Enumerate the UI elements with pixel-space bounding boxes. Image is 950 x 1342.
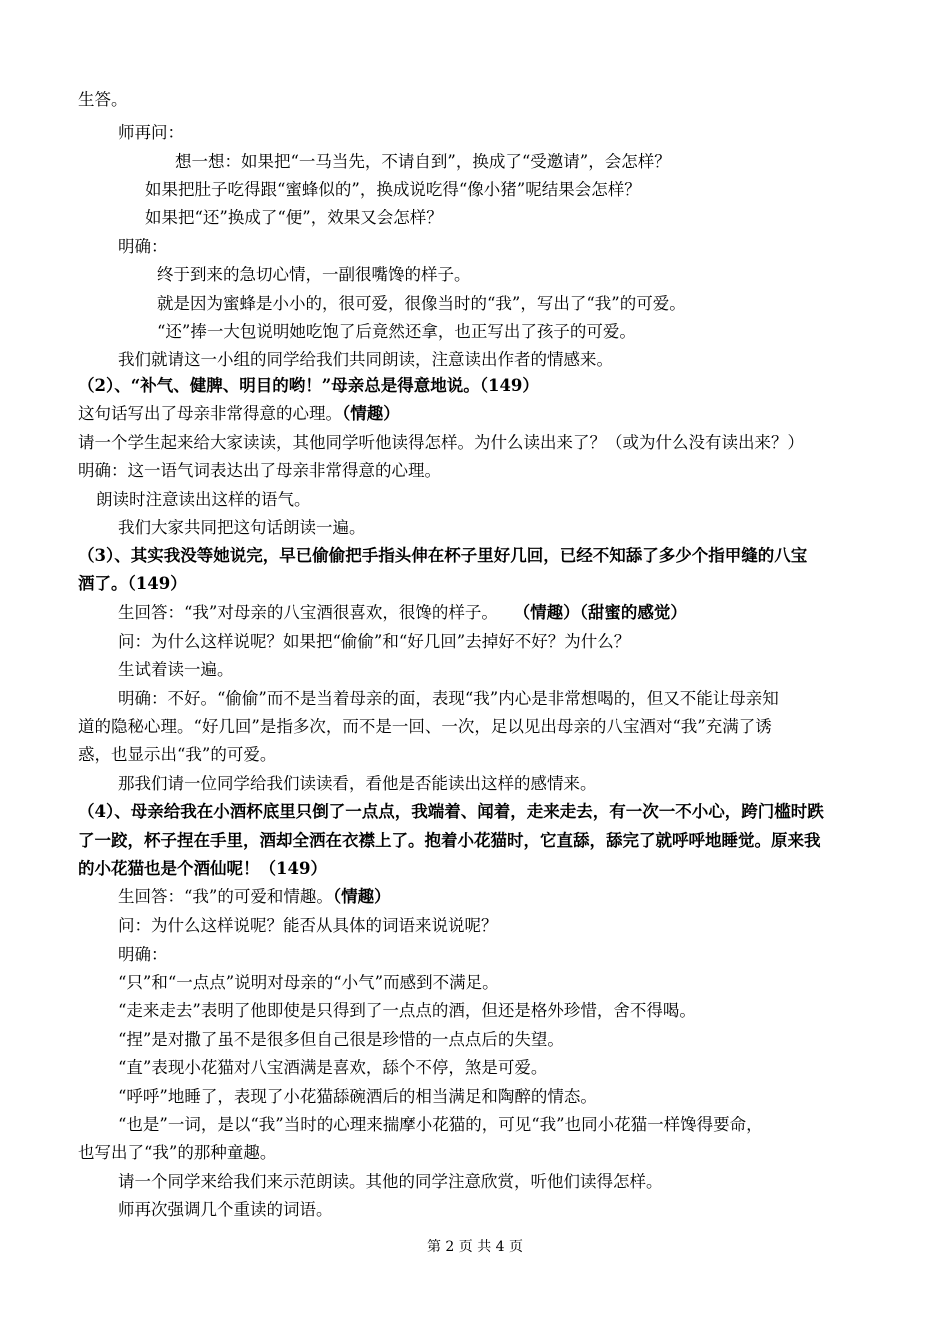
text-line: 明确：这一语气词表达出了母亲非常得意的心理。 [78, 461, 441, 480]
text-line [78, 404, 400, 424]
text-line: “直”表现小花猫对八宝酒满是喜欢，舔个不停，煞是可爱。 [118, 1058, 548, 1077]
text-span: 这句话写出了母亲非常得意的心理。 [78, 404, 342, 423]
text-line: 我们就请这一小组的同学给我们共同朗读，注意读出作者的情感来。 [118, 350, 613, 369]
text-line: 明确： [118, 945, 168, 964]
text-line: 想一想：如果把“一马当先，不请自到”，换成了“受邀请”，会怎样？ [175, 152, 671, 171]
text-line [118, 887, 391, 907]
section-heading: 的小花猫也是个酒仙呢！（149） [78, 859, 327, 878]
text-line: 明确：不好。“偷偷”而不是当着母亲的面，表现“我”内心是非常想喝的，但又不能让母亲知 [118, 689, 779, 708]
text-line: “只”和“一点点”说明对母亲的“小气”而感到不满足。 [118, 973, 499, 992]
section-heading: （4）、母亲给我在小酒杯底里只倒了一点点，我端着、闻着，走来走去，有一次一不小心，跨门槛时跌 [78, 802, 824, 821]
text-line: 问：为什么这样说呢？如果把“偷偷”和“好几回”去掉好不好？为什么？ [118, 632, 631, 651]
text-line: 请一个同学来给我们来示范朗读。其他的同学注意欣赏，听他们读得怎样。 [118, 1172, 663, 1191]
text-line: 问：为什么这样说呢？能否从具体的词语来说说呢？ [118, 916, 498, 935]
text-line: “也是”一词，是以“我”当时的心理来揣摩小花猫的，可见“我”也同小花猫一样馋得要命， [118, 1115, 763, 1134]
text-line: 如果把肚子吃得跟“蜜蜂似的”，换成说吃得“像小猪”呢结果会怎样？ [145, 180, 641, 199]
annotation-tag: （情趣）（甜蜜的感觉） [521, 603, 687, 622]
text-line: 师再次强调几个重读的词语。 [118, 1200, 333, 1219]
section-heading: （3）、其实我没等她说完，早已偷偷把手指头伸在杯子里好几回，已经不知舔了多少个指甲缝的八宝 [78, 546, 808, 565]
annotation-tag: （情趣） [332, 887, 391, 906]
section-heading: 酒了。（149） [78, 574, 187, 593]
text-line: “呼呼”地睡了，表现了小花猫舔碗酒后的相当满足和陶醉的情态。 [118, 1087, 597, 1106]
text-line: “捏”是对撒了虽不是很多但自己很是珍惜的一点点后的失望。 [118, 1030, 564, 1049]
text-line: “走来走去”表明了他即使是只得到了一点点的酒，但还是格外珍惜，舍不得喝。 [118, 1001, 696, 1020]
text-line: 我们大家共同把这句话朗读一遍。 [118, 518, 366, 537]
text-span: 生回答：“我”的可爱和情趣。 [118, 887, 333, 906]
text-line: 朗读时注意读出这样的语气。 [96, 490, 311, 509]
page-footer: 第 2 页 共 4 页 [426, 1239, 524, 1255]
text-line: 生答。 [78, 90, 128, 109]
annotation-tag: （情趣） [342, 404, 400, 423]
text-line: 师再问： [118, 123, 184, 142]
section-heading: 了一跤，杯子捏在手里，酒却全洒在衣襟上了。抱着小花猫时，它直舔，舔完了就呼呼地睡觉。原来我 [78, 831, 821, 850]
text-line: 如果把“还”换成了“便”，效果又会怎样？ [145, 208, 443, 227]
text-line: 明确： [118, 237, 168, 256]
text-line: “还”捧一大包说明她吃饱了后竟然还拿，也正写出了孩子的可爱。 [157, 322, 636, 341]
text-line: 那我们请一位同学给我们读读看，看他是否能读出这样的感情来。 [118, 774, 597, 793]
text-line: 惑，也显示出“我”的可爱。 [78, 745, 277, 764]
text-line: 道的隐秘心理。“好几回”是指多次，而不是一回、一次，足以见出母亲的八宝酒对“我”充满了诱 [78, 717, 772, 736]
text-line: 也写出了“我”的那种童趣。 [78, 1143, 277, 1162]
section-heading: （2）、“补气、健脾、明目的哟！”母亲总是得意地说。（149） [78, 376, 539, 395]
text-line: 生试着读一遍。 [118, 660, 234, 679]
text-line [118, 603, 687, 623]
text-line: 就是因为蜜蜂是小小的，很可爱，很像当时的“我”，写出了“我”的可爱。 [157, 294, 686, 313]
text-line: 请一个学生起来给大家读读，其他同学听他读得怎样。为什么读出来了？（或为什么没有读出来？） [78, 433, 804, 452]
text-span: 生回答：“我”对母亲的八宝酒很喜欢，很馋的样子。 [118, 603, 498, 622]
text-line: 终于到来的急切心情，一副很嘴馋的样子。 [157, 265, 471, 284]
